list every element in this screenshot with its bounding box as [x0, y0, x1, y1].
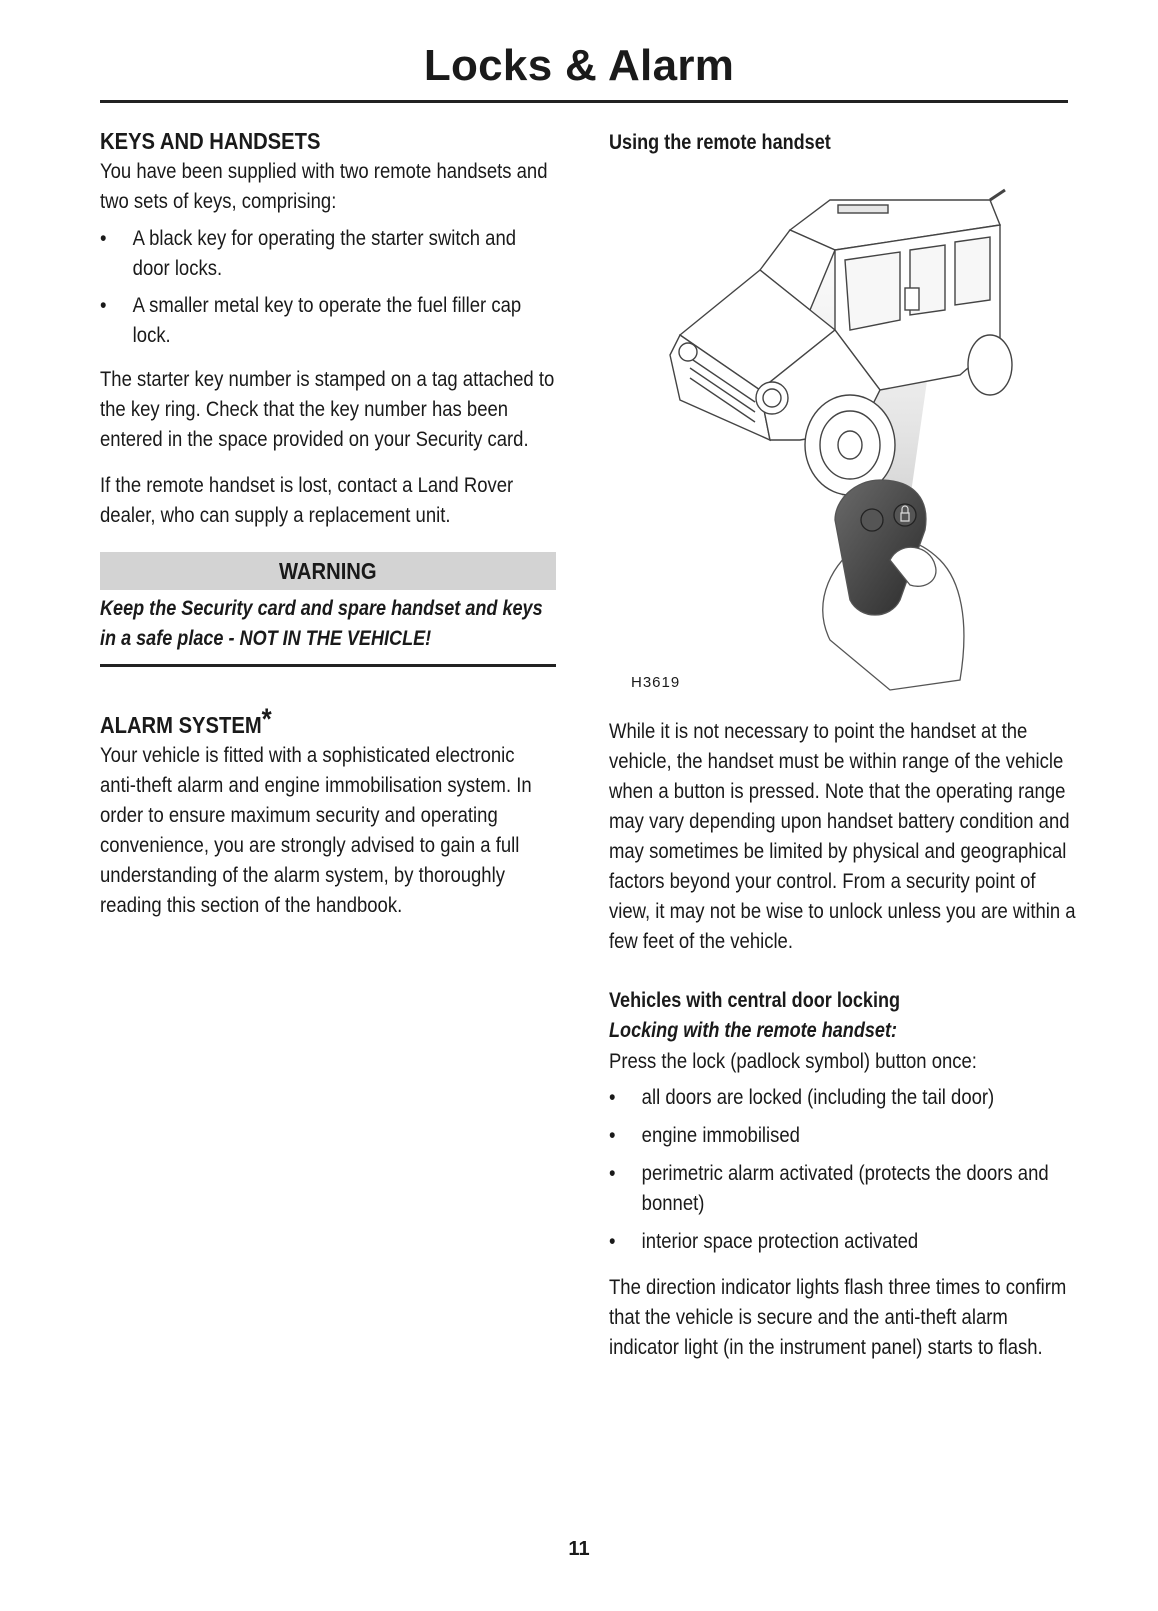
right-column-lower	[609, 716, 1079, 1362]
alarm-body: Your vehicle is fitted with a sophisticated electronic anti-theft alarm and engine immobilisation system. In order to ensure maximum security and operating convenience, you are strongly advised to gain a full understanding of the alarm system, by thoroughly reading this section of the handbook.	[100, 743, 532, 917]
locking-bullet-list	[609, 1082, 1078, 1256]
hand-with-remote	[823, 480, 964, 690]
keys-heading: KEYS AND HANDSETS	[100, 128, 321, 154]
warning-label: WARNING	[100, 552, 556, 590]
right-column	[609, 128, 1079, 158]
alarm-asterisk: *	[261, 703, 272, 736]
left-column	[100, 126, 556, 920]
keys-bullet-list	[100, 223, 555, 350]
page-number: 11	[568, 1538, 590, 1560]
warning-box	[100, 552, 556, 667]
list-item: • all doors are locked (including the tail door)	[609, 1085, 995, 1109]
remote-heading: Using the remote handset	[609, 131, 831, 154]
central-locking-heading: Vehicles with central door locking	[609, 989, 901, 1012]
list-item: • A smaller metal key to operate the fuel filler cap lock.	[100, 293, 522, 347]
page-title: Locks & Alarm	[423, 41, 735, 90]
warning-text: Keep the Security card and spare handset and keys in a safe place - NOT IN THE VEHICLE!	[100, 597, 543, 650]
figure-reference: H3619	[631, 674, 681, 691]
keys-para-1: The starter key number is stamped on a tag attached to the key ring. Check that the key number has been entered in the space provided on your Security card.	[100, 367, 555, 451]
keys-intro: You have been supplied with two remote handsets and two sets of keys, comprising:	[100, 159, 548, 213]
locking-closing: The direction indicator lights flash three times to confirm that the vehicle is secure and the anti-theft alarm indicator light (in the instrument panel) starts to flash.	[609, 1275, 1067, 1359]
list-item: • interior space protection activated	[609, 1229, 919, 1253]
list-item: • perimetric alarm activated (protects the doors and bonnet)	[609, 1161, 1049, 1215]
vehicle-body	[670, 190, 1012, 495]
list-item: • engine immobilised	[609, 1123, 800, 1147]
alarm-heading: ALARM SYSTEM*	[100, 703, 272, 738]
remote-body: While it is not necessary to point the handset at the vehicle, the handset must be within range of the vehicle when a button is pressed. Note that the operating range may vary depending upon handset battery condition and may sometimes be limited by physical and geographical factors beyond your control. From a security point of view, it may not be wise to unlock unless you are within a few feet of the vehicle.	[609, 719, 1076, 953]
warning-divider	[100, 664, 556, 667]
keys-para-2: If the remote handset is lost, contact a Land Rover dealer, who can supply a replacement unit.	[100, 473, 514, 527]
locking-intro: Press the lock (padlock symbol) button once:	[609, 1049, 977, 1073]
title-divider	[100, 100, 1068, 103]
locking-subheading: Locking with the remote handset:	[609, 1019, 897, 1042]
list-item: • A black key for operating the starter switch and door locks.	[100, 226, 517, 280]
vehicle-remote-illustration	[660, 180, 1080, 700]
